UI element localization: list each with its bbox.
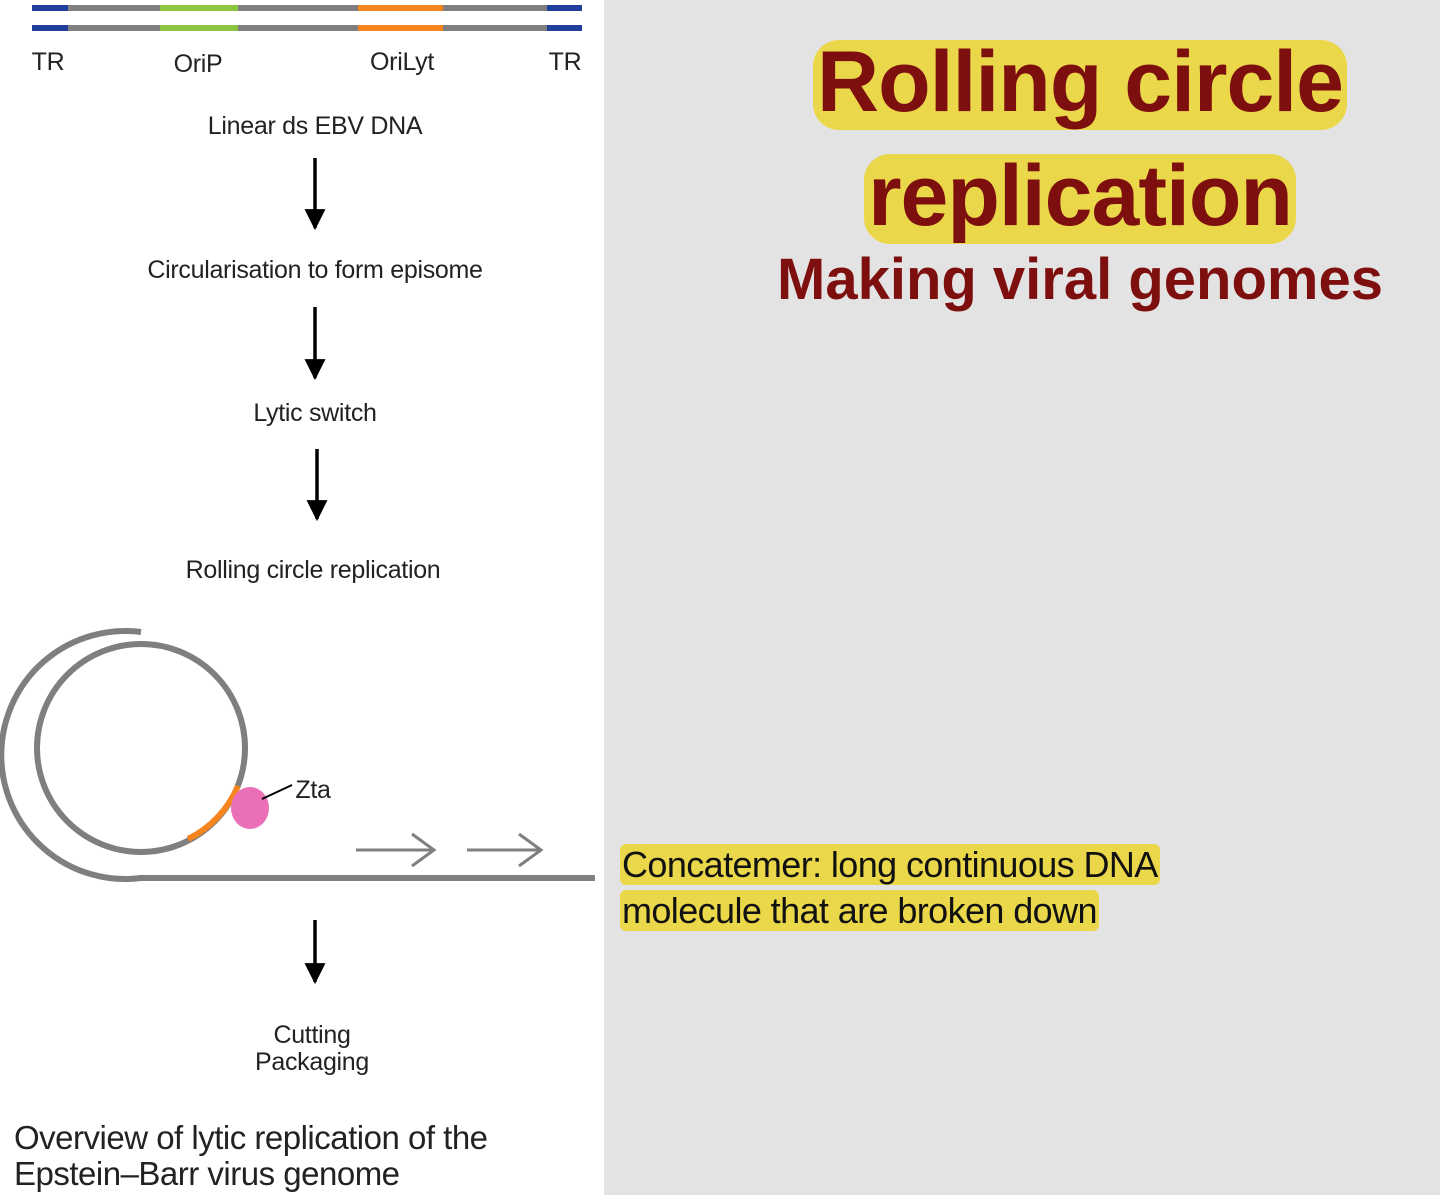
step-linear-dna: Linear ds EBV DNA [207, 112, 423, 140]
tr-right-label: TR [548, 48, 582, 76]
step-packaging: Packaging [254, 1048, 370, 1076]
step-cutting: Cutting [273, 1021, 351, 1049]
figure-caption [14, 1120, 488, 1192]
tr-left-label: TR [31, 48, 65, 76]
caption-line-2: Epstein–Barr virus genome [14, 1155, 400, 1192]
slide-title-line-2: replication [864, 154, 1296, 244]
tr-left-segment [32, 8, 68, 28]
orilyt-on-circle [188, 786, 238, 839]
caption-line-1: Overview of lytic replication of the [14, 1119, 488, 1156]
step-lytic-switch: Lytic switch [253, 399, 377, 427]
zta-protein [231, 787, 269, 829]
orip-segment [160, 8, 238, 28]
concatemer-note [620, 842, 1160, 934]
slide-subtitle: Making viral genomes [777, 247, 1383, 312]
zta-pointer [262, 785, 292, 799]
linear-genome [32, 8, 582, 28]
note-line-2: molecule that are broken down [622, 890, 1097, 931]
zta-label: Zta [295, 776, 331, 804]
step-circularisation: Circularisation to form episome [147, 256, 483, 284]
orilyt-label: OriLyt [370, 48, 434, 76]
step-cutting-packaging [255, 1022, 369, 1076]
orilyt-segment [358, 8, 443, 28]
slide-title-block [760, 34, 1400, 312]
tr-right-segment [547, 8, 582, 28]
replication-diagram [0, 0, 604, 1195]
orip-label: OriP [173, 50, 223, 78]
note-line-1: Concatemer: long continuous DNA [622, 844, 1158, 885]
rolling-circle [1, 631, 595, 879]
slide-title-line-1: Rolling circle [813, 40, 1347, 130]
step-rolling-circle: Rolling circle replication [185, 556, 441, 584]
